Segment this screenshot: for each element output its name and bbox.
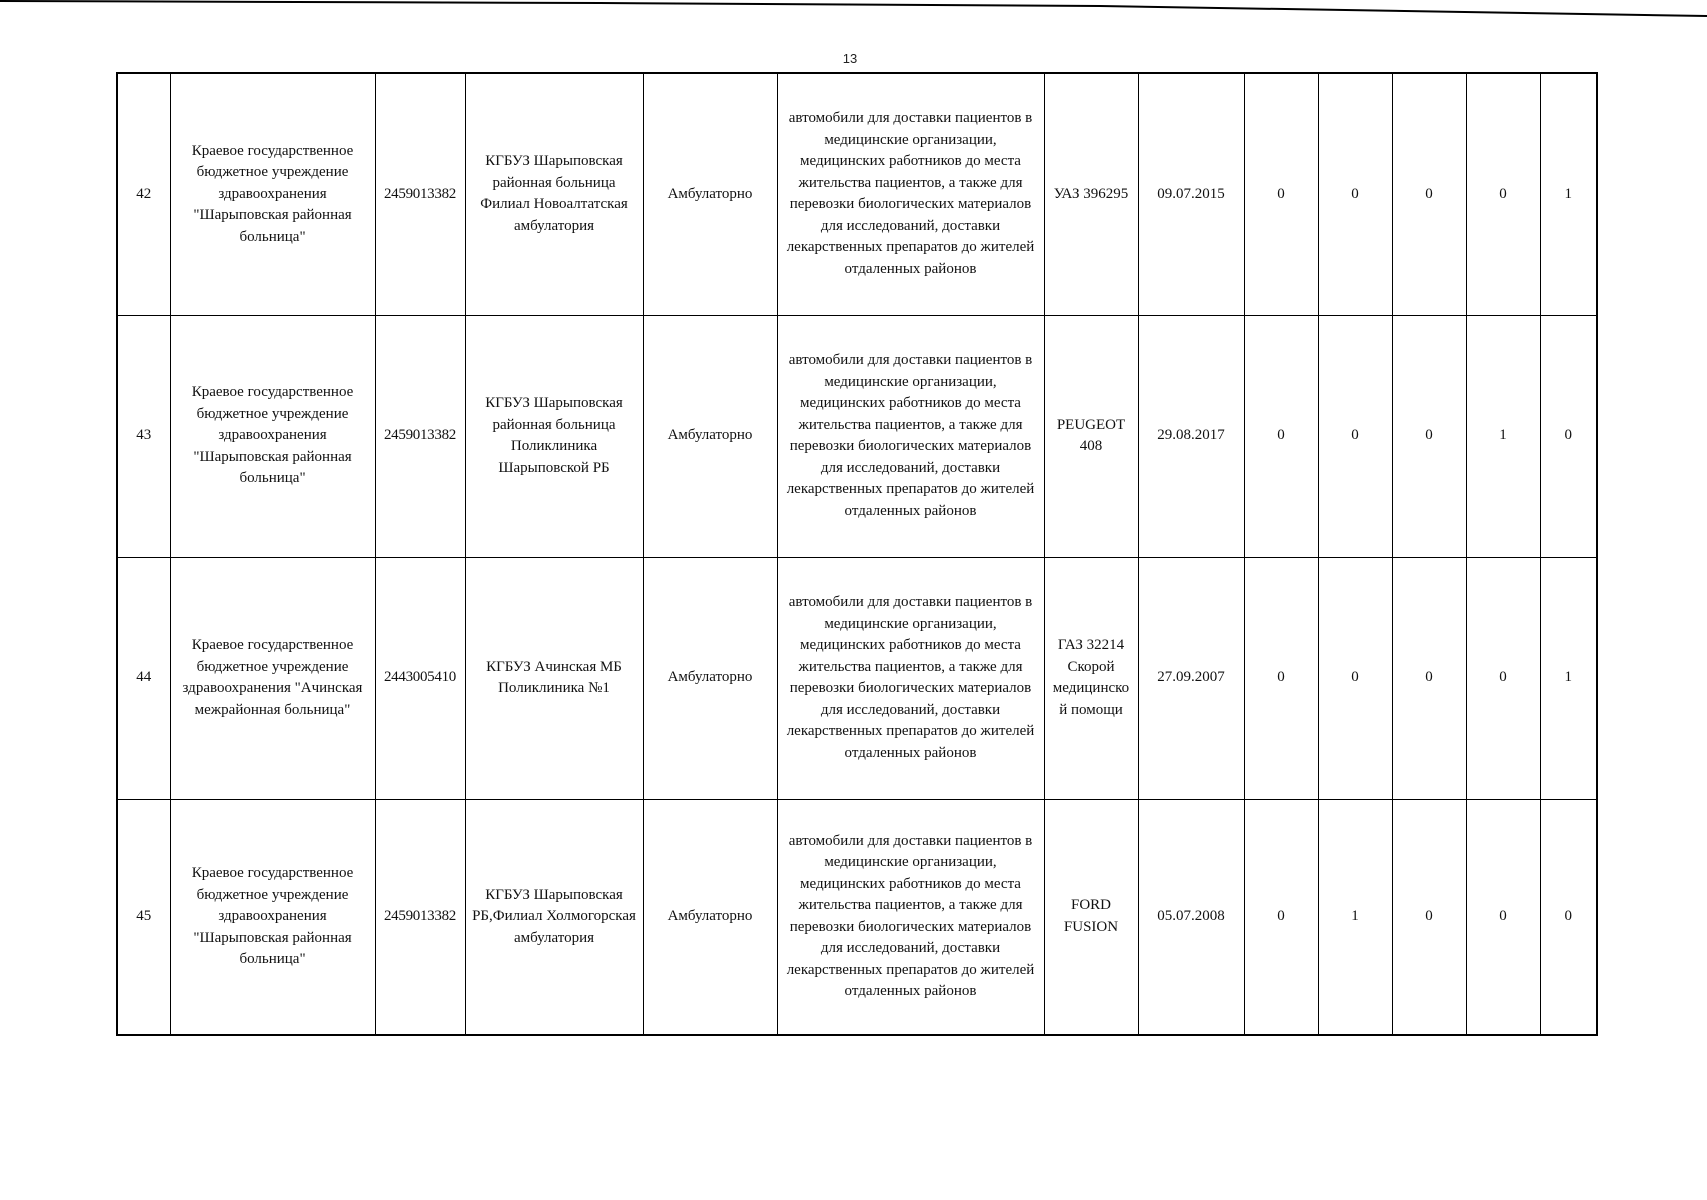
purpose-cell: автомобили для доставки пациентов в медицинские организации, медицинских работников до места жительства пациентов, а также для перевозки биологических материалов для исследований, доставки лекарственных препаратов до жителей отдаленных районов xyxy=(777,315,1044,557)
flag-cell-5: 1 xyxy=(1540,557,1597,799)
date-cell: 05.07.2008 xyxy=(1138,799,1244,1035)
division-cell: КГБУЗ Шарыповская районная больница Поликлиника Шарыповской РБ xyxy=(465,315,643,557)
flag-cell-3: 0 xyxy=(1392,315,1466,557)
flag-cell-1: 0 xyxy=(1244,73,1318,315)
organization-cell: Краевое государственное бюджетное учреждение здравоохранения "Шарыповская районная больница" xyxy=(170,315,375,557)
date-cell: 09.07.2015 xyxy=(1138,73,1244,315)
purpose-cell: автомобили для доставки пациентов в медицинские организации, медицинских работников до места жительства пациентов, а также для перевозки биологических материалов для исследований, доставки лекарственных препаратов до жителей отдаленных районов xyxy=(777,799,1044,1035)
care-condition-cell: Амбулаторно xyxy=(643,557,777,799)
flag-cell-5: 1 xyxy=(1540,73,1597,315)
care-condition-cell: Амбулаторно xyxy=(643,799,777,1035)
vehicle-registry-table xyxy=(116,72,1598,1036)
inn-cell: 2443005410 xyxy=(375,557,465,799)
care-condition-cell: Амбулаторно xyxy=(643,73,777,315)
division-cell: КГБУЗ Шарыповская районная больница Филиал Новоалтатская амбулатория xyxy=(465,73,643,315)
division-cell: КГБУЗ Ачинская МБ Поликлиника №1 xyxy=(465,557,643,799)
inn-cell: 2459013382 xyxy=(375,799,465,1035)
flag-cell-2: 0 xyxy=(1318,557,1392,799)
purpose-cell: автомобили для доставки пациентов в медицинские организации, медицинских работников до места жительства пациентов, а также для перевозки биологических материалов для исследований, доставки лекарственных препаратов до жителей отдаленных районов xyxy=(777,557,1044,799)
purpose-cell: автомобили для доставки пациентов в медицинские организации, медицинских работников до места жительства пациентов, а также для перевозки биологических материалов для исследований, доставки лекарственных препаратов до жителей отдаленных районов xyxy=(777,73,1044,315)
flag-cell-2: 0 xyxy=(1318,73,1392,315)
vehicle-model-cell: FORD FUSION xyxy=(1044,799,1138,1035)
flag-cell-1: 0 xyxy=(1244,557,1318,799)
vehicle-model-cell: ГАЗ 32214 Скорой медицинско й помощи xyxy=(1044,557,1138,799)
flag-cell-4: 1 xyxy=(1466,315,1540,557)
flag-cell-4: 0 xyxy=(1466,799,1540,1035)
table-row xyxy=(117,315,1597,557)
row-number-cell: 44 xyxy=(117,557,170,799)
vehicle-model-cell: PEUGEOT 408 xyxy=(1044,315,1138,557)
date-cell: 27.09.2007 xyxy=(1138,557,1244,799)
table-row xyxy=(117,73,1597,315)
table-row xyxy=(117,557,1597,799)
flag-cell-3: 0 xyxy=(1392,73,1466,315)
flag-cell-5: 0 xyxy=(1540,799,1597,1035)
flag-cell-1: 0 xyxy=(1244,315,1318,557)
date-cell: 29.08.2017 xyxy=(1138,315,1244,557)
flag-cell-4: 0 xyxy=(1466,557,1540,799)
page-number: 13 xyxy=(842,51,858,66)
organization-cell: Краевое государственное бюджетное учреждение здравоохранения "Ачинская межрайонная больница" xyxy=(170,557,375,799)
division-cell: КГБУЗ Шарыповская РБ,Филиал Холмогорская амбулатория xyxy=(465,799,643,1035)
scan-top-border xyxy=(0,0,1707,22)
table-row xyxy=(117,799,1597,1035)
row-number-cell: 45 xyxy=(117,799,170,1035)
flag-cell-2: 1 xyxy=(1318,799,1392,1035)
flag-cell-5: 0 xyxy=(1540,315,1597,557)
care-condition-cell: Амбулаторно xyxy=(643,315,777,557)
row-number-cell: 43 xyxy=(117,315,170,557)
vehicle-model-cell: УАЗ 396295 xyxy=(1044,73,1138,315)
flag-cell-2: 0 xyxy=(1318,315,1392,557)
row-number-cell: 42 xyxy=(117,73,170,315)
flag-cell-3: 0 xyxy=(1392,557,1466,799)
inn-cell: 2459013382 xyxy=(375,73,465,315)
flag-cell-3: 0 xyxy=(1392,799,1466,1035)
organization-cell: Краевое государственное бюджетное учреждение здравоохранения "Шарыповская районная больница" xyxy=(170,799,375,1035)
organization-cell: Краевое государственное бюджетное учреждение здравоохранения "Шарыповская районная больница" xyxy=(170,73,375,315)
flag-cell-4: 0 xyxy=(1466,73,1540,315)
inn-cell: 2459013382 xyxy=(375,315,465,557)
flag-cell-1: 0 xyxy=(1244,799,1318,1035)
